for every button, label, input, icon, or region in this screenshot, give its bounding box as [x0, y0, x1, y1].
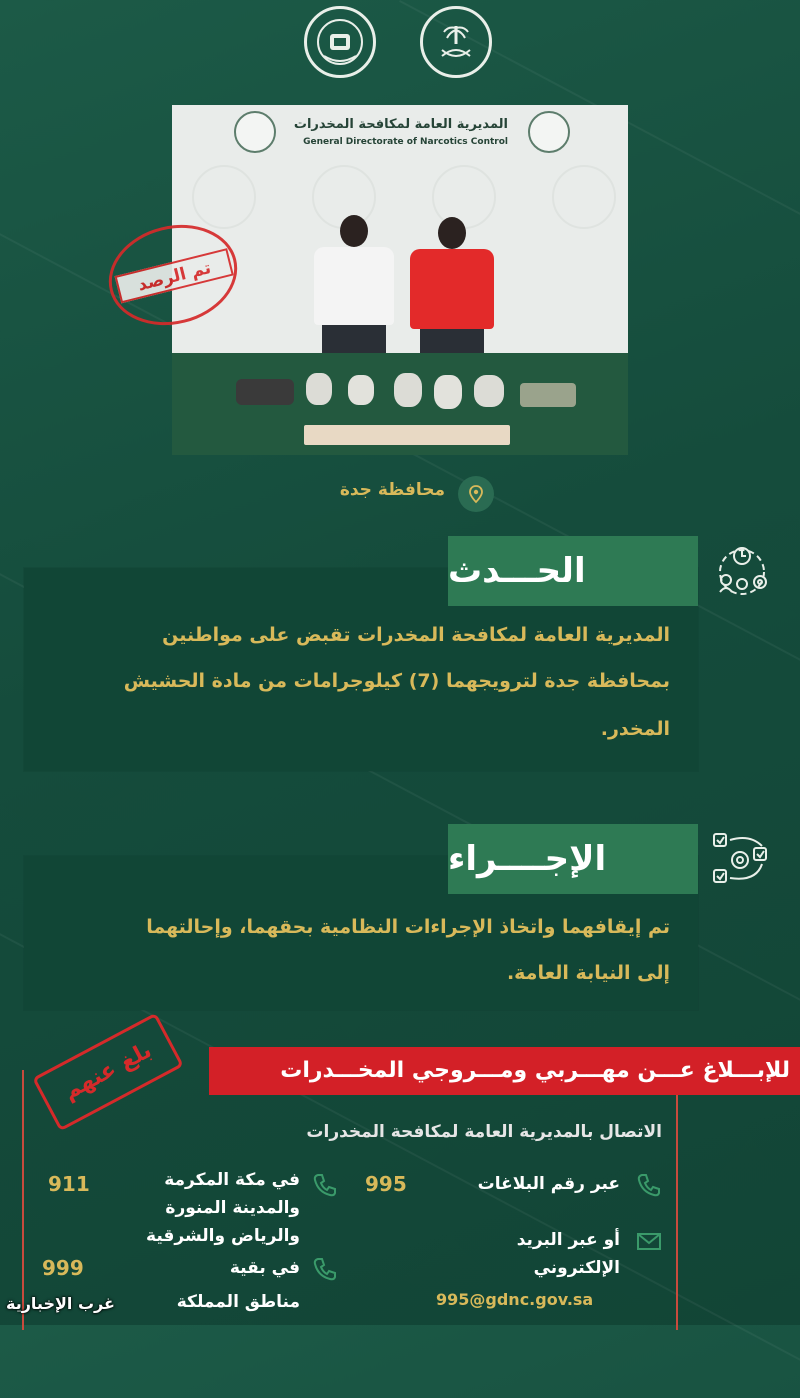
report-subtitle: الاتصال بالمديرية العامة لمكافحة المخدرات [306, 1122, 662, 1142]
event-title: الحـــدث [448, 536, 698, 606]
location-pin-icon [458, 476, 494, 512]
action-process-icon [710, 828, 774, 892]
photo-header-arabic: المديرية العامة لمكافحة المخدرات [293, 117, 508, 132]
emergency-number-911[interactable]: 911 [48, 1172, 90, 1196]
hotline-number-995[interactable]: 995 [365, 1172, 407, 1196]
palm-swords-icon [430, 16, 482, 68]
saudi-interior-logo [420, 6, 492, 78]
action-line-1: تم إيقافهما واتخاذ الإجراءات النظامية بحقهما، وإحالتهما [146, 916, 670, 938]
narcotics-directorate-logo [304, 6, 376, 78]
report-them-stamp: بلغ عنهم [32, 1013, 184, 1132]
email-label-1: أو عبر البريد [516, 1230, 620, 1250]
event-line-1: المديرية العامة لمكافحة المخدرات تقبض على مواطنين [162, 624, 670, 646]
event-clock-gears-icon [710, 540, 774, 604]
photo-left-emblem-icon [234, 111, 276, 153]
seizure-photo [172, 105, 628, 455]
photo-header-english: General Directorate of Narcotics Control [303, 137, 508, 147]
report-banner: للإبـــلاغ عـــن مهـــربي ومـــروجي المخـــدرات [209, 1047, 800, 1095]
region-makkah: في مكة المكرمة [164, 1170, 300, 1190]
location-label: محافظة جدة [339, 480, 445, 500]
event-line-3: المخدر. [600, 718, 670, 740]
email-label-2: الإلكتروني [533, 1258, 620, 1278]
photo-right-emblem-icon [528, 111, 570, 153]
email-address[interactable]: 995@gdnc.gov.sa [436, 1290, 594, 1309]
seized-items-table [172, 353, 628, 455]
phone-icon [312, 1172, 338, 1198]
action-line-2: إلى النيابة العامة. [506, 962, 670, 984]
action-title: الإجــــراء [448, 824, 698, 894]
phone-icon [636, 1172, 662, 1198]
news-watermark: غرب الإخبارية [6, 1294, 115, 1313]
phone-icon [312, 1256, 338, 1282]
photo-header [172, 105, 628, 160]
region-madinah: والمدينة المنورة [165, 1198, 300, 1218]
event-line-2: بمحافظة جدة لترويجهما (7) كيلوجرامات من مادة الحشيش [123, 670, 670, 692]
suspect-white-shirt [310, 215, 398, 355]
hotline-label: عبر رقم البلاغات [477, 1174, 620, 1194]
region-kingdom-label: مناطق المملكة [176, 1292, 300, 1312]
suspect-red-shirt [408, 217, 496, 355]
region-riyadh-east: والرياض والشرقية [146, 1226, 300, 1246]
monitored-stamp: تم الرصد [98, 212, 248, 339]
email-icon [636, 1228, 662, 1254]
region-rest-label: في بقية [229, 1258, 300, 1278]
emergency-number-999[interactable]: 999 [42, 1256, 84, 1280]
directorate-emblem-icon [314, 16, 366, 68]
